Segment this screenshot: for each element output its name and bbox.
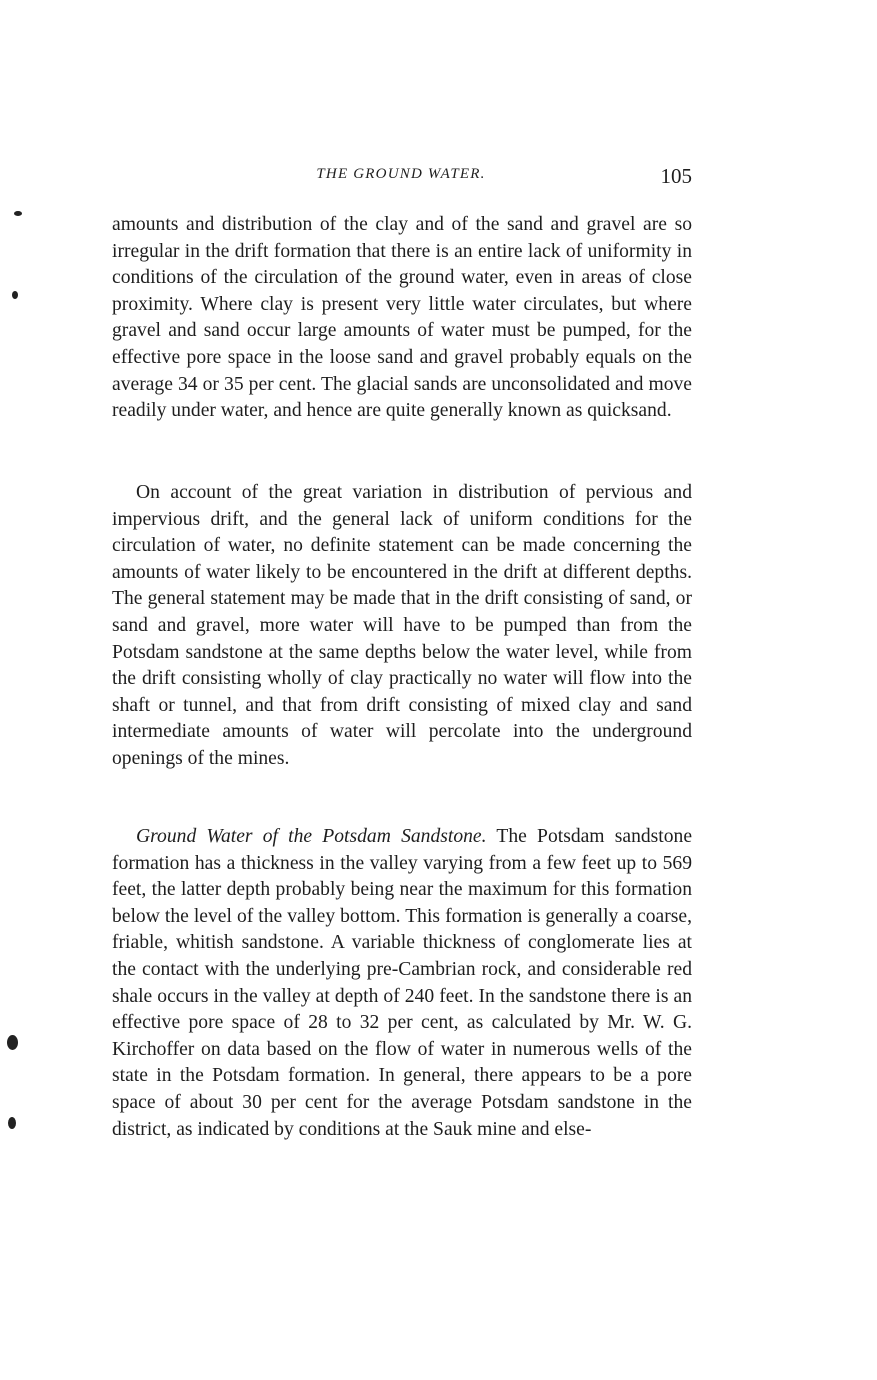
- section-heading: Ground Water of the Potsdam Sandstone.: [136, 826, 487, 847]
- paragraph-3: [112, 824, 692, 1143]
- margin-ink-mark: [8, 1117, 16, 1129]
- running-head: THE GROUND WATER.: [316, 166, 486, 182]
- page-number: 105: [660, 164, 692, 188]
- paragraph-2-text: On account of the great variation in distribution of pervious and impervious drift, and the general lack of uniform conditions for the circulation of water, no definite statement can be made concerning the amounts of water likely to be encountered in the drift at different depths. The general statement may be made that in the drift consisting of sand, or sand and gravel, more water will have to be pumped than from the Potsdam sandstone at the same depths below the water level, while from the drift consisting wholly of clay practically no water will flow into the shaft or tunnel, and that from drift consisting of mixed clay and sand intermediate amounts of water will percolate into the underground openings of the mines.: [112, 482, 692, 769]
- paragraph-1: [112, 212, 692, 425]
- page-header: [110, 164, 692, 192]
- paragraph-2: [112, 480, 692, 773]
- paragraph-3-body: The Potsdam sandstone formation has a thickness in the valley varying from a few feet up to 569 feet, the latter depth probably being near the maximum for this formation below the level of the valley bottom. This formation is generally a coarse, friable, whitish sandstone. A variable thickness of conglomerate lies at the contact with the underlying pre-Cambrian rock, and considerable red shale occurs in the valley at depth of 240 feet. In the sandstone there is an effective pore space of 28 to 32 per cent, as calculated by Mr. W. G. Kirchoffer on data based on the flow of water in numerous wells of the state in the Potsdam formation. In general, there appears to be a pore space of about 30 per cent for the average Potsdam sandstone in the district, as indicated by conditions at the Sauk mine and else-: [112, 826, 693, 1140]
- margin-ink-mark: [14, 211, 22, 216]
- paragraph-3-text: [112, 824, 692, 1143]
- margin-ink-mark: [12, 291, 18, 299]
- paragraph-1-text: amounts and distribution of the clay and of the sand and gravel are so irregular in the drift formation that there is an entire lack of uniformity in conditions of the circulation of the ground water, even in areas of close proximity. Where clay is present very little water circulates, but where gravel and sand occur large amounts of water must be pumped, for the effective pore space in the loose sand and gravel probably equals on the average 34 or 35 per cent. The glacial sands are unconsolidated and move readily under water, and hence are quite generally known as quicksand.: [112, 214, 692, 422]
- margin-ink-mark: [7, 1035, 18, 1050]
